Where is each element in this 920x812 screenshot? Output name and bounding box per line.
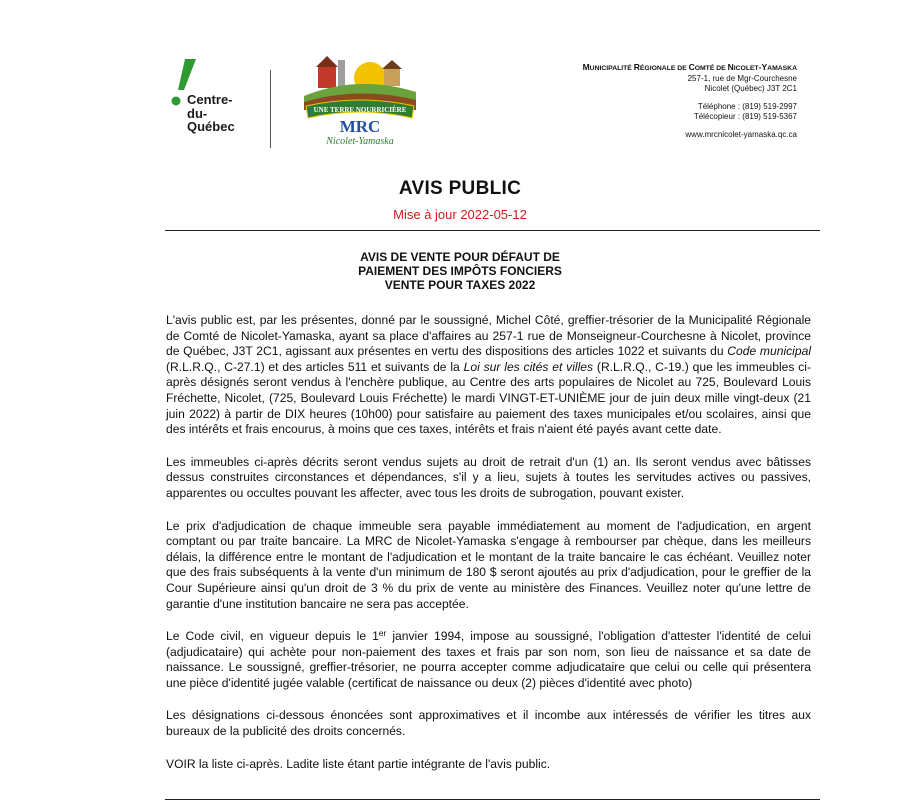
organization-address-line2: Nicolet (Québec) J3T 2C1 [704, 84, 797, 93]
cdq-line3: Québec [187, 119, 235, 134]
notice-title: AVIS PUBLIC [398, 178, 522, 199]
subtitle-line1: AVIS DE VENTE POUR DÉFAUT DE [360, 250, 560, 264]
mrc-subname-text: Nicolet-Yamaska [326, 136, 394, 147]
notice-subtitle [0, 250, 920, 292]
banner-text: UNE TERRE NOURRICIÈRE [313, 106, 407, 114]
paragraph-identity-requirement: Le Code civil, en vigueur depuis le 1er janvier 1994, impose au soussigné, l'obligation d'attester l'identité de celui (adjudicataire) qui achète pour non-paiement des taxes et frais par son nom, son lieu de naissance et sa date de naissance. Le soussigné, greffier-trésorier, ne pourra accepter comme adjudicataire que celui ou celle qui présentera une pièce d'identité jugée valable (certificat de naissance ou deux (2) pièces d'identité avec photo) [166, 628, 811, 690]
mrc-text: MRC [339, 117, 381, 136]
header-divider [270, 70, 271, 148]
organization-contact [500, 62, 797, 140]
organization-phone: Téléphone : (819) 519-2997 [697, 102, 797, 111]
exclamation-stroke [178, 59, 196, 90]
barn-roof-shape [316, 56, 338, 67]
cdq-line2: du- [187, 105, 208, 121]
paragraph-designations: Les désignations ci-dessous énoncées sont approximatives et il incombe aux intéressés de vérifier les titres aux bureaux de la publicité des droits concernés. [166, 708, 811, 739]
bottom-rule [165, 799, 820, 800]
organization-name: MUNICIPALITÉ RÉGIONALE DE COMTÉ DE NICOLET-YAMASKA [582, 62, 797, 72]
organization-fax: Télécopieur : (819) 519-5367 [693, 112, 797, 121]
paragraph-payment-terms: Le prix d'adjudication de chaque immeuble sera payable immédiatement au moment de l'adjudication, en argent comptant ou par traite bancaire. La MRC de Nicolet-Yamaska s'engage à rembourser par chèque, dans les meilleurs délais, la différence entre le montant de l'adjudication et le montant de la traite bancaire le cas échéant. Veuillez noter que des frais subséquents à la vente d'un minimum de 180 $ seront ajoutés au prix d'adjudication, pour le greffier de la Cour Supérieure ainsi qu'un droit de 3 % du prix de vente au ministère des Finances. Veuillez noter qu'une lettre de garantie d'une institution bancaire ne sera pas acceptée. [166, 518, 811, 611]
cdq-line1: Centre- [187, 92, 233, 107]
organization-website: www.mrcnicolet-yamaska.qc.ca [685, 130, 797, 139]
centre-du-quebec-wordmark [187, 93, 235, 134]
barn-shape [318, 66, 336, 88]
subtitle-line2: PAIEMENT DES IMPÔTS FONCIERS [358, 264, 562, 278]
mrc-logo [298, 52, 422, 148]
organization-address-line1: 257-1, rue de Mgr-Courchesne [687, 74, 797, 83]
paragraph-redemption-right: Les immeubles ci-après décrits seront vendus sujets au droit de retrait d'un (1) an. Ils seront vendus avec bâtisses dessus construites circonstances et dépendances, s'il y a lieu, sujets à toutes les servitudes actives ou passives, apparentes ou occultes pouvant les affecter, avec tous les droits de subrogation, pouvant exister. [166, 454, 811, 500]
subtitle-line3: VENTE POUR TAXES 2022 [384, 278, 536, 292]
house-roof-shape [382, 60, 402, 69]
title-rule [165, 230, 820, 231]
silo-shape [338, 60, 345, 88]
update-date: Mise à jour 2022-05-12 [393, 207, 527, 222]
paragraph-see-list: VOIR la liste ci-après. Ladite liste étant partie intégrante de l'avis public. [166, 756, 551, 771]
notice-body [166, 313, 811, 789]
paragraph-sale-announcement: L'avis public est, par les présentes, donné par le soussigné, Michel Côté, greffier-trésorier de la Municipalité Régionale de Comté de Nicolet-Yamaska, ayant sa place d'affaires au 257-1 rue de Monseigneur-Courchesne à Nicolet, province de Québec, J3T 2C1, agissant aux présentes en vertu des dispositions des articles 1022 et suivants du Code municipal (R.L.R.Q., C-27.1) et des articles 511 et suivants de la Loi sur les cités et villes (R.L.R.Q., C-19.) que les immeubles ci-après désignés seront vendus à l'enchère publique, au Centre des arts populaires de Nicolet au 725, Boulevard Louis Fréchette, Nicolet, (725, Boulevard Louis Fréchette) le mardi VINGT-ET-UNIÈME jour de juin deux mille vingt-deux (21 juin 2022) à partir de DIX heures (10h00) pour satisfaire au paiement des taxes municipales et/ou scolaires, ainsi que des intérêts et frais encourus, à moins que ces taxes, intérêts et frais n'aient été payés avant cette date. [166, 313, 812, 437]
house-shape [384, 68, 400, 86]
exclamation-dot [172, 97, 181, 106]
